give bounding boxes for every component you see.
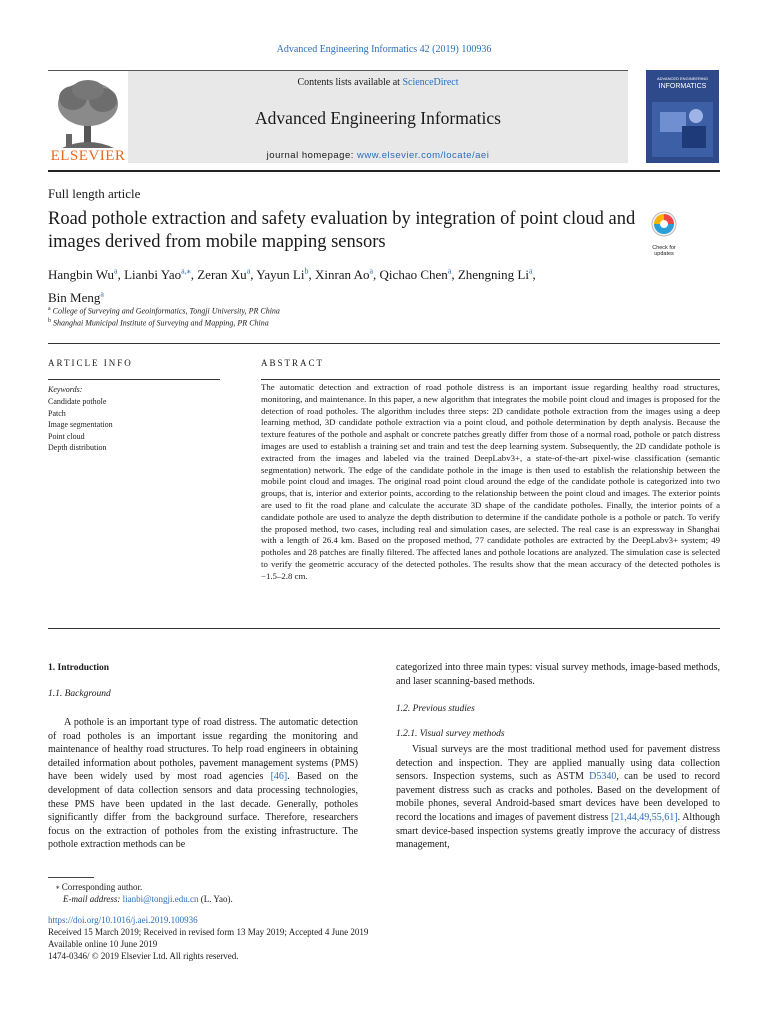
sciencedirect-link[interactable]: ScienceDirect	[402, 77, 459, 88]
contents-prefix: Contents lists available at	[297, 77, 403, 88]
keyword-item: Depth distribution	[48, 443, 107, 452]
abstract-heading: ABSTRACT	[261, 358, 325, 368]
author-affiliation-mark[interactable]: a	[114, 267, 118, 276]
journal-cover-image[interactable]	[646, 70, 719, 163]
author[interactable]	[380, 267, 458, 282]
author-separator: ,	[250, 267, 257, 283]
section-1-2-heading: 1.2. Previous studies	[396, 704, 475, 714]
author-separator: ,	[532, 267, 536, 283]
article-info-heading: ARTICLE INFO	[48, 358, 133, 368]
section-1-1-heading: 1.1. Background	[48, 689, 111, 699]
cover-line2: INFORMATICS	[658, 83, 707, 90]
author-affiliation-mark[interactable]: b	[304, 267, 309, 276]
author-name: Zhengning Li	[457, 267, 529, 283]
p1-text-b: . Based on the development of data collection sensors and data processing technologies, these PMS have been updated in the last decade. Generally, potholes significantly differ from the background surface. Therefore, researchers focus on the extraction of potholes from the existing infrastructure. The pothole extraction methods can be	[48, 771, 358, 851]
check-for-updates-badge[interactable]	[642, 210, 686, 257]
header-bottom-rule	[48, 170, 720, 172]
author-affiliation-mark[interactable]: a	[246, 267, 251, 276]
abstract-col-rule	[261, 379, 720, 380]
author[interactable]	[197, 267, 256, 282]
keywords-label: Keywords:	[48, 385, 83, 394]
homepage-prefix: journal homepage:	[266, 150, 358, 161]
author-name: Zeran Xu	[197, 267, 247, 283]
author[interactable]	[458, 267, 536, 282]
author-affiliation-mark[interactable]: a	[528, 267, 533, 276]
journal-homepage	[128, 150, 628, 161]
author-separator: ,	[373, 267, 380, 283]
section-1-2-1-heading: 1.2.1. Visual survey methods	[396, 729, 505, 739]
p3-text-c: . Although smart device-based inspection systems greatly improve the accuracy of distress management,	[396, 811, 720, 851]
info-col-rule	[48, 379, 220, 380]
author-separator: ,	[451, 267, 458, 283]
author[interactable]	[124, 267, 197, 282]
author-separator: ,	[117, 267, 125, 283]
affiliation-b-mark: b	[48, 318, 51, 324]
affiliation-b-text: Shanghai Municipal Institute of Surveying and Mapping, PR China	[53, 318, 269, 328]
section-1-heading: 1. Introduction	[48, 663, 110, 673]
abstract-text: The automatic detection and extraction of road pothole distress is an important issue regarding healthy road structures, monitoring, and maintenance. In this paper, a new algorithm that integrates the mobile point cloud and images is proposed for the detection of road potholes. The algorithm includes three steps: 2D candidate pothole extraction from the images using a deep learning method, 3D candidate pothole extraction via a point cloud, and pothole determination by depth analysis. Because the texture features of the pothole and asphalt or concrete patches greatly differ from those of a normal road, pothole or patch distress images are used to establish a training set and train and test the deep learning system. Subsequently, the 2D candidate pothole is extracted from the images and labeled via the trained DeepLabv3+, a state-of-the-art pixel-wise classification (semantic segmentation) network. The edge of the candidate pothole in the image is then used to establish the relationship between the mobile point cloud and images. The original road point cloud around the edge of the candidate pothole is categorized into two groups, that is, interior and exterior points, according to the relationship between the point cloud and images. The exterior points are used to fit the road plane and calculate the accurate 3D shape of the candidate potholes. Finally, the interior points of a candidate pothole are used to analyze the depth distribution to determine if the candidate pothole is a pothole or patch. To verify the proposed method, two cases, including real and simulation cases, are selected. The real case is an expressway in Shanghai with a length of 26.4 km. Based on the proposed method, 77 candidate potholes are extracted by the DeepLabv3+ system; 49 potholes and 28 patches are finally filtered. The affected lanes and pothole locations are analyzed. The simulation case is selected to verify the geometric accuracy of the detected potholes. The results show that the mean accuracy of the detected potholes is −1.5–2.8 cm.	[261, 382, 720, 581]
author-separator: ,	[190, 267, 198, 283]
copyright: 1474-0346/ © 2019 Elsevier Ltd. All rights reserved.	[48, 951, 239, 961]
author-name: Xinran Ao	[314, 267, 370, 283]
author-affiliation-mark[interactable]: a	[447, 267, 452, 276]
affiliation-a-mark: a	[48, 306, 51, 312]
keyword-item: Point cloud	[48, 431, 85, 441]
cover-line1: ADVANCED ENGINEERING	[656, 76, 709, 81]
footnote-corresponding	[56, 882, 142, 894]
keyword-item: Patch	[48, 408, 66, 418]
author[interactable]	[256, 267, 315, 282]
ref-46-link[interactable]: [46]	[270, 771, 288, 783]
abstract-bottom-rule	[48, 628, 720, 629]
crossmark-label: Check for updates	[652, 245, 676, 257]
keyword-item: Image segmentation	[48, 420, 113, 429]
p3-text-a: Visual surveys are the most traditional method used for pavement distress detection and inspection. They are applied manually using data collection sensors. Inspection systems, such as ASTM	[396, 744, 720, 783]
affiliation-a	[48, 306, 280, 316]
crossmark-icon	[642, 210, 686, 240]
author-separator: ,	[308, 267, 315, 283]
ref-21-61-link[interactable]: [21,44,49,55,61]	[610, 811, 678, 823]
homepage-link[interactable]: www.elsevier.com/locate/aei	[357, 150, 490, 161]
p1-text-a: A pothole is an important type of road distress. The automatic detection of road potholes is an important issue regarding the monitoring and maintenance of healthy road structures. To help road engineers in obtaining detailed information about potholes, pavement management systems (PMS) have been widely used by most road agencies	[48, 717, 358, 783]
author-affiliation-mark[interactable]: a	[100, 289, 104, 299]
doi-link[interactable]: https://doi.org/10.1016/j.aei.2019.100936	[48, 915, 198, 925]
cover-illustration	[652, 102, 713, 157]
author[interactable]	[48, 267, 124, 282]
footnote-mark: ⁎	[56, 883, 60, 891]
affiliation-b	[48, 318, 269, 328]
affiliation-a-text: College of Surveying and Geoinformatics, Tongji University, PR China	[52, 306, 280, 316]
contents-line	[128, 77, 628, 88]
email-label: E-mail address:	[63, 894, 121, 904]
journal-reference[interactable]: Advanced Engineering Informatics 42 (2019) 100936	[276, 44, 492, 55]
keywords-list	[48, 396, 113, 454]
footnote-email	[63, 894, 233, 906]
author-name: Qichao Chen	[379, 267, 448, 283]
received-dates: Received 15 March 2019; Received in revised form 13 May 2019; Accepted 4 June 2019	[48, 927, 369, 937]
info-top-rule	[48, 343, 720, 344]
email-suffix: (L. Yao).	[198, 894, 233, 904]
journal-title: Advanced Engineering Informatics	[255, 108, 501, 128]
email-link[interactable]: lianbi@tongji.edu.cn	[122, 894, 199, 904]
article-title: Road pothole extraction and safety evaluation by integration of point cloud and images derived from mobile mapping sensors	[48, 209, 636, 252]
paragraph-background	[48, 716, 358, 852]
footnote-corresponding-text: Corresponding author.	[61, 882, 143, 892]
publisher-name: ELSEVIER	[50, 148, 126, 164]
keyword-item: Candidate pothole	[48, 397, 107, 406]
author[interactable]	[48, 290, 104, 305]
author[interactable]	[315, 267, 380, 282]
author-affiliation-mark[interactable]: a,⁎	[181, 267, 191, 276]
paragraph-categories: categorized into three main types: visual survey methods, image-based methods, and laser scanning-based methods.	[396, 662, 720, 687]
author-name: Yayun Li	[256, 267, 305, 283]
author-name: Hangbin Wu	[48, 267, 115, 283]
footnote-rule	[48, 877, 94, 878]
author-name: Bin Meng	[48, 289, 101, 305]
article-type: Full length article	[48, 186, 141, 201]
author-affiliation-mark[interactable]: a	[369, 267, 374, 276]
author-list	[48, 262, 688, 307]
paragraph-visual-survey	[396, 743, 720, 852]
author-name: Lianbi Yao	[124, 267, 182, 283]
ref-d5340-link[interactable]: D5340	[589, 771, 617, 783]
p3-text-b: , can be used to record pavement distress such as cracks and potholes. Based on the development of mobile phones, several Android-based smart devices have been developed to record the locations and images of pavement distress	[396, 771, 720, 823]
available-online: Available online 10 June 2019	[48, 939, 158, 949]
